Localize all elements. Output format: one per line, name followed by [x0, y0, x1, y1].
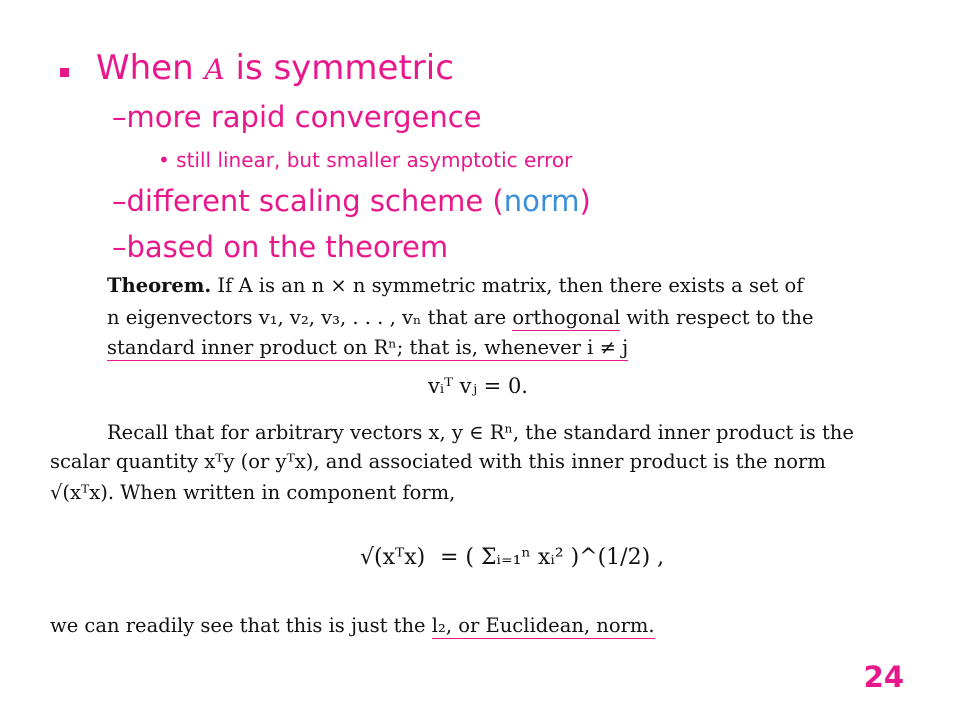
- norm-formula-rhs: = ( Σᵢ₌₁ⁿ xᵢ² )^(1/2) ,: [440, 545, 665, 570]
- scaling-prefix: –different scaling scheme (: [112, 184, 504, 218]
- sub-bullet-theorem: –based on the theorem: [112, 230, 449, 264]
- scaling-suffix: ): [579, 184, 591, 218]
- recall-line-3: √(xᵀx). When written in component form,: [50, 481, 456, 504]
- theorem-line-1-text: If A is an n × n symmetric matrix, then there exists a set of: [211, 274, 804, 297]
- closing-line: [50, 614, 655, 637]
- square-bullet-icon: [60, 68, 69, 77]
- page-number: 24: [863, 660, 904, 694]
- heading-suffix: is symmetric: [224, 48, 454, 88]
- heading-prefix: When: [96, 48, 205, 88]
- theorem-line-2-pre: n eigenvectors v₁, v₂, v₃, . . . , vₙ that are: [107, 306, 513, 329]
- theorem-line-2-post: with respect to the: [620, 306, 814, 329]
- norm-highlight: norm: [503, 184, 580, 218]
- orthogonality-equation: vᵢᵀ vⱼ = 0.: [428, 374, 528, 398]
- sub-bullet-convergence: –more rapid convergence: [112, 100, 482, 134]
- theorem-line-2: [107, 306, 814, 329]
- norm-formula-lhs: √(xᵀx): [360, 545, 426, 570]
- heading: [96, 48, 454, 88]
- sub-sub-bullet-linear: • still linear, but smaller asymptotic error: [158, 148, 573, 172]
- recall-line-1: Recall that for arbitrary vectors x, y ∈ Rⁿ, the standard inner product is the: [107, 421, 854, 444]
- closing-pre: we can readily see that this is just the: [50, 614, 432, 637]
- theorem-line-3: [107, 336, 628, 359]
- recall-line-2: scalar quantity xᵀy (or yᵀx), and associated with this inner product is the norm: [50, 450, 826, 473]
- sub-bullet-scaling: [112, 184, 591, 218]
- orthogonal-underlined: orthogonal: [512, 306, 621, 329]
- euclidean-norm-underlined: l₂, or Euclidean, norm.: [431, 614, 655, 637]
- theorem-label: Theorem.: [107, 274, 212, 297]
- theorem-line-3-text: standard inner product on Rⁿ; that is, whenever i ≠ j: [107, 336, 629, 359]
- theorem-line-1: [107, 274, 804, 297]
- heading-variable: A: [204, 53, 225, 86]
